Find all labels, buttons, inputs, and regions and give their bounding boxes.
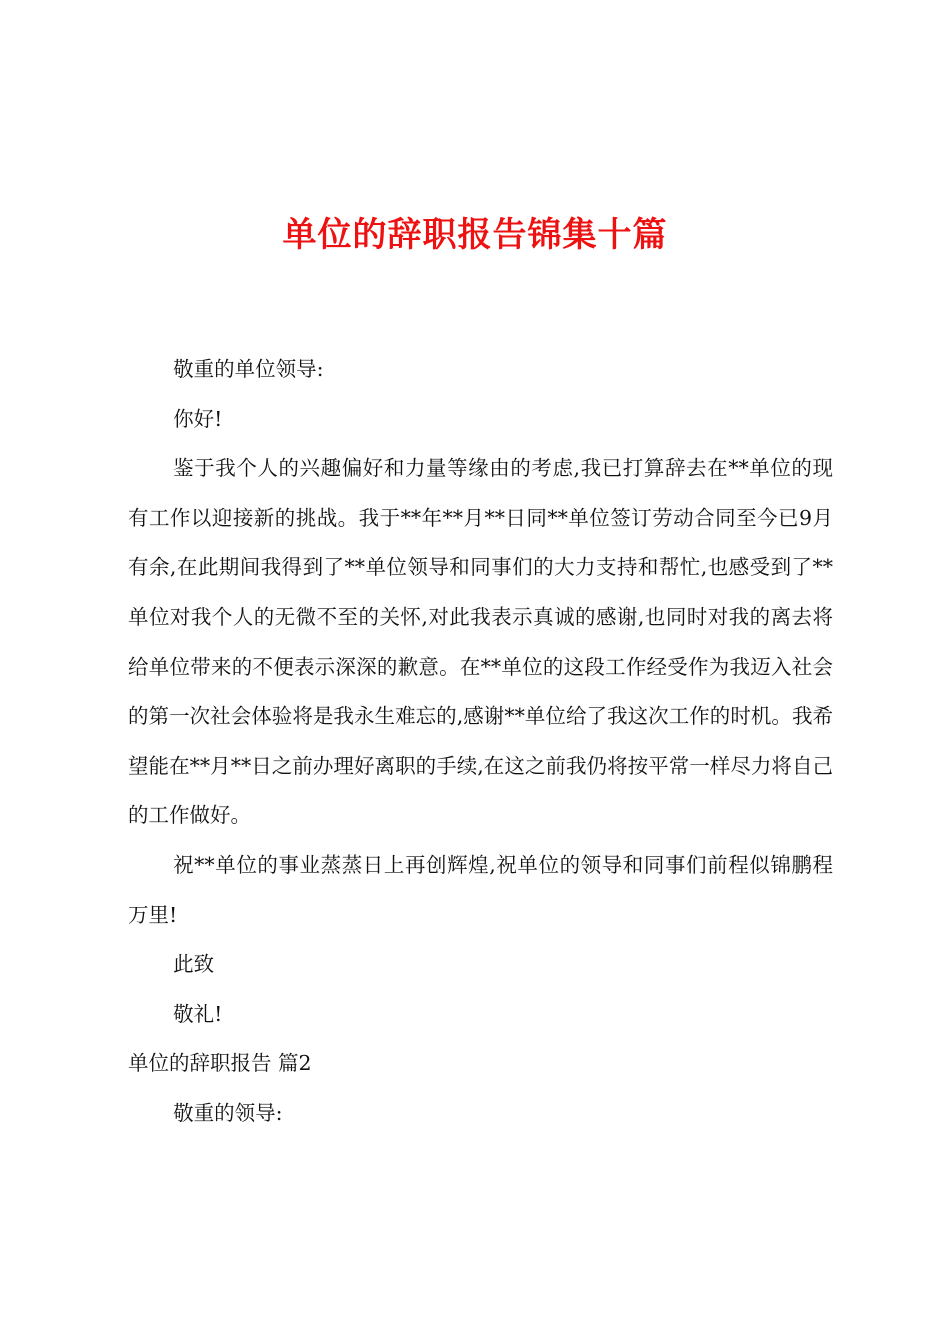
section-2-salutation: 敬重的领导: [173, 1100, 283, 1125]
section-2-heading: 单位的辞职报告 篇2 [128, 1051, 312, 1076]
closing-line-2: 敬礼! [173, 1001, 223, 1026]
greeting: 你好! [173, 406, 223, 431]
body-paragraph-1: 鉴于我个人的兴趣偏好和力量等缘由的考虑,我已打算辞去在**单位的现有工作以迎接新的挑战。我于**年**月**日同**单位签订劳动合同至今已9月有余,在此期间我得到了**单位领导和同事们的大力支持和帮忙,也感受到了**单位对我个人的无微不至的关怀,对此我表示真诚的感谢,也同时对我的离去将给单位带来的不便表示深深的歉意。在**单位的这段工作经受作为我迈入社会的第一次社会体验将是我永生难忘的,感谢**单位给了我这次工作的时机。我希望能在**月**日之前办理好离职的手续,在这之前我仍将按平常一样尽力将自己的工作做好。 [128, 456, 833, 828]
body-paragraph-2: 祝**单位的事业蒸蒸日上再创辉煌,祝单位的领导和同事们前程似锦鹏程万里! [128, 852, 833, 927]
closing-line-1: 此致 [173, 952, 215, 977]
document-title: 单位的辞职报告锦集十篇 [282, 215, 668, 255]
salutation: 敬重的单位领导: [173, 357, 324, 381]
document-body [128, 345, 833, 1139]
